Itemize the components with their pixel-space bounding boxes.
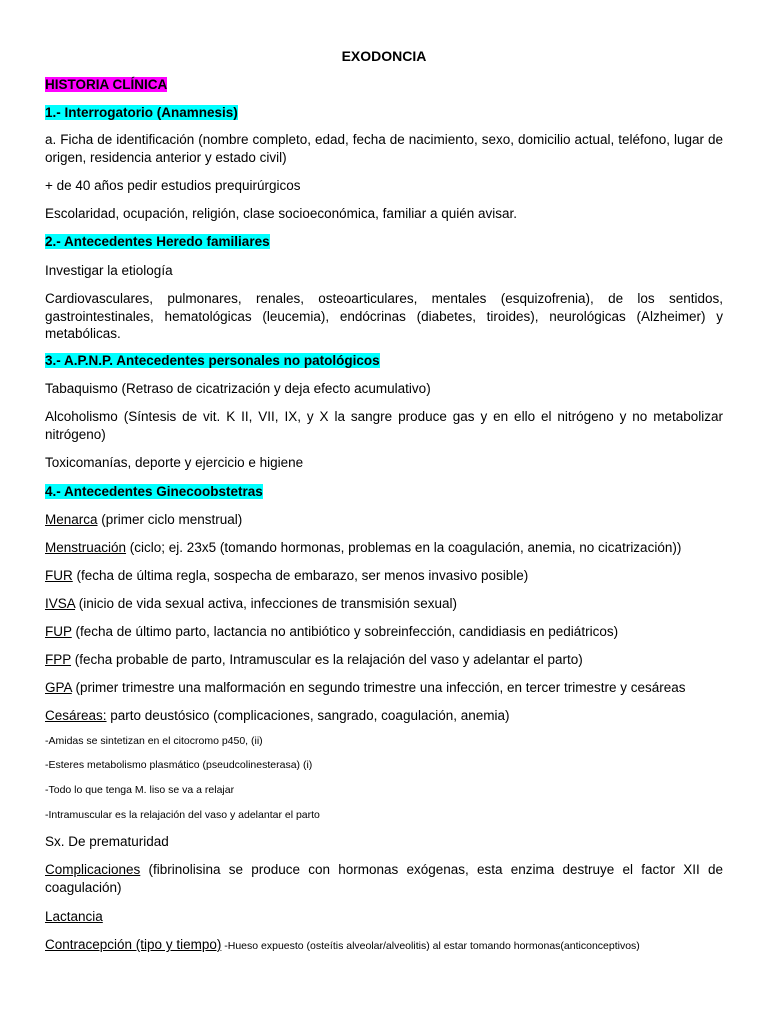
item-text: (fibrinolisina se produce con hormonas exógenas, esta enzima destruye el factor XII de coagulación) <box>45 862 723 895</box>
item-term: GPA <box>45 680 72 695</box>
historia-clinica-heading <box>45 76 723 94</box>
note-amidas: -Amidas se sintetizan en el citocromo p450, (ii) <box>45 735 263 747</box>
item-cesareas <box>45 707 723 725</box>
item-term: Contracepción (tipo y tiempo) <box>45 937 222 952</box>
section-2-paragraph-1: Investigar la etiología <box>45 263 173 278</box>
note-musculo-liso: -Todo lo que tenga M. liso se va a relajar <box>45 784 235 796</box>
section-1-title: 1.- Interrogatorio (Anamnesis) <box>45 105 238 120</box>
section-3-heading <box>45 352 723 370</box>
section-2-title: 2.- Antecedentes Heredo familiares <box>45 234 270 249</box>
section-1-paragraph-1: a. Ficha de identificación (nombre completo, edad, fecha de nacimiento, sexo, domicilio actual, teléfono, lugar de origen, residencia anterior y estado civil) <box>45 132 723 165</box>
section-4-title: 4.- Antecedentes Ginecoobstetras <box>45 484 263 499</box>
item-text: parto deustósico (complicaciones, sangrado, coagulación, anemia) <box>106 708 510 723</box>
section-2-paragraph-2: Cardiovasculares, pulmonares, renales, osteoarticulares, mentales (esquizofrenia), de los sentidos, gastrointestinales, hematológicas (leucemia), endócrinas (diabetes, tiroides), neurológicas (Alzheimer) y metabólicas. <box>45 291 723 341</box>
item-term: Cesáreas: <box>45 708 107 723</box>
section-2-heading <box>45 233 723 251</box>
section-3-paragraph-3: Toxicomanías, deporte y ejercicio e higiene <box>45 455 304 470</box>
section-3-paragraph-1: Tabaquismo (Retraso de cicatrización y deja efecto acumulativo) <box>45 381 431 396</box>
item-term: FUR <box>45 568 73 583</box>
section-1-heading <box>45 104 723 122</box>
section-1-paragraph-3: Escolaridad, ocupación, religión, clase socioeconómica, familiar a quién avisar. <box>45 206 517 221</box>
section-4-heading <box>45 483 723 501</box>
item-term: Complicaciones <box>45 862 141 877</box>
item-term: Lactancia <box>45 909 103 924</box>
item-term: Menarca <box>45 512 98 527</box>
historia-clinica-label: HISTORIA CLÍNICA <box>45 77 168 92</box>
item-lactancia <box>45 908 723 926</box>
document-title: EXODONCIA <box>341 48 427 64</box>
sx-prematuridad: Sx. De prematuridad <box>45 834 169 849</box>
item-fpp <box>45 651 723 669</box>
item-ivsa <box>45 595 723 613</box>
item-term: IVSA <box>45 596 76 611</box>
item-fup <box>45 623 723 641</box>
section-1-paragraph-2: + de 40 años pedir estudios prequirúrgicos <box>45 178 301 193</box>
item-text: (ciclo; ej. 23x5 (tomando hormonas, problemas en la coagulación, anemia, no cicatrización)) <box>126 540 682 555</box>
item-text: (fecha de última regla, sospecha de embarazo, ser menos invasivo posible) <box>72 568 529 583</box>
section-3-paragraph-2: Alcoholismo (Síntesis de vit. K II, VII, IX, y X la sangre produce gas y en ello el nitrógeno y no metabolizar nitrógeno) <box>45 409 723 442</box>
note-esteres: -Esteres metabolismo plasmático (pseudcolinesterasa) (i) <box>45 759 313 771</box>
item-term: FPP <box>45 652 72 667</box>
item-term: FUP <box>45 624 72 639</box>
item-text: (inicio de vida sexual activa, infecciones de transmisión sexual) <box>75 596 457 611</box>
item-menstruacion <box>45 539 723 557</box>
note-intramuscular: -Intramuscular es la relajación del vaso y adelantar el parto <box>45 809 320 821</box>
item-fur <box>45 567 723 585</box>
section-3-title: 3.- A.P.N.P. Antecedentes personales no patológicos <box>45 353 380 368</box>
item-contracepcion <box>45 936 723 956</box>
item-text: (fecha de último parto, lactancia no antibiótico y sobreinfección, candidiasis en pediátricos) <box>71 624 619 639</box>
item-gpa <box>45 679 723 697</box>
item-complicaciones <box>45 861 723 896</box>
item-text: (primer trimestre una malformación en segundo trimestre una infección, en tercer trimestre y cesáreas <box>71 680 686 695</box>
item-menarca <box>45 511 723 529</box>
item-text: (fecha probable de parto, Intramuscular es la relajación del vaso y adelantar el parto) <box>71 652 583 667</box>
item-note: -Hueso expuesto (osteítis alveolar/alveolitis) al estar tomando hormonas(anticonceptivos) <box>221 940 640 952</box>
item-term: Menstruación <box>45 540 127 555</box>
item-text: (primer ciclo menstrual) <box>97 512 243 527</box>
